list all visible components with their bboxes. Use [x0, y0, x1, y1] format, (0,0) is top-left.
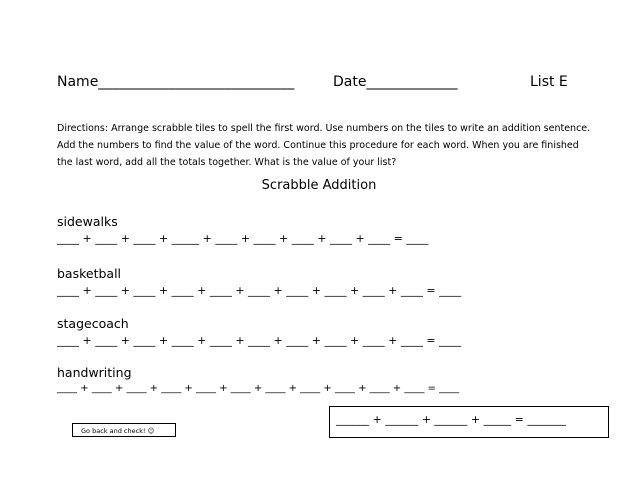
word-label: stagecoach — [57, 316, 129, 331]
total-sentence[interactable]: ______ + ______ + ______ + _____ = _______ — [336, 413, 566, 426]
reminder-box — [72, 423, 176, 437]
word-label: handwriting — [57, 365, 132, 380]
directions-text: Directions: Arrange scrabble tiles to spell the first word. Use numbers on the tiles to write an addition sentence. Add the numbers to find the value of the word. Continue this procedure for each word. When you are finished the last word, add all the totals together. What is the value of your list? — [57, 123, 591, 168]
list-label: List E — [530, 74, 568, 90]
word-label: basketball — [57, 266, 122, 281]
name-field[interactable]: Name____________________________ — [57, 74, 295, 90]
addition-sentence[interactable]: ____ + ____ + ____ + _____ + ____ + ____ + ____ + ____ + ____ = ____ — [57, 232, 429, 245]
addition-sentence[interactable]: ____ + ____ + ____ + ____ + ____ + ____ + ____ + ____ + ____ + ____ = ____ — [57, 334, 462, 347]
word-label: sidewalks — [57, 214, 118, 229]
reminder-text: Go back and check! ☺ — [81, 427, 155, 435]
total-box — [329, 406, 609, 438]
addition-sentence[interactable]: ____ + ____ + ____ + ____ + ____ + ____ + ____ + ____ + ____ + ____ = ____ — [57, 284, 462, 297]
page-title: Scrabble Addition — [261, 178, 377, 193]
addition-sentence[interactable]: ____ + ____ + ____ + ____ + ____ + ____ + ____ + ____ + ____ + ____ + ____ = ____ — [57, 383, 460, 394]
date-field[interactable]: Date_____________ — [333, 74, 458, 90]
